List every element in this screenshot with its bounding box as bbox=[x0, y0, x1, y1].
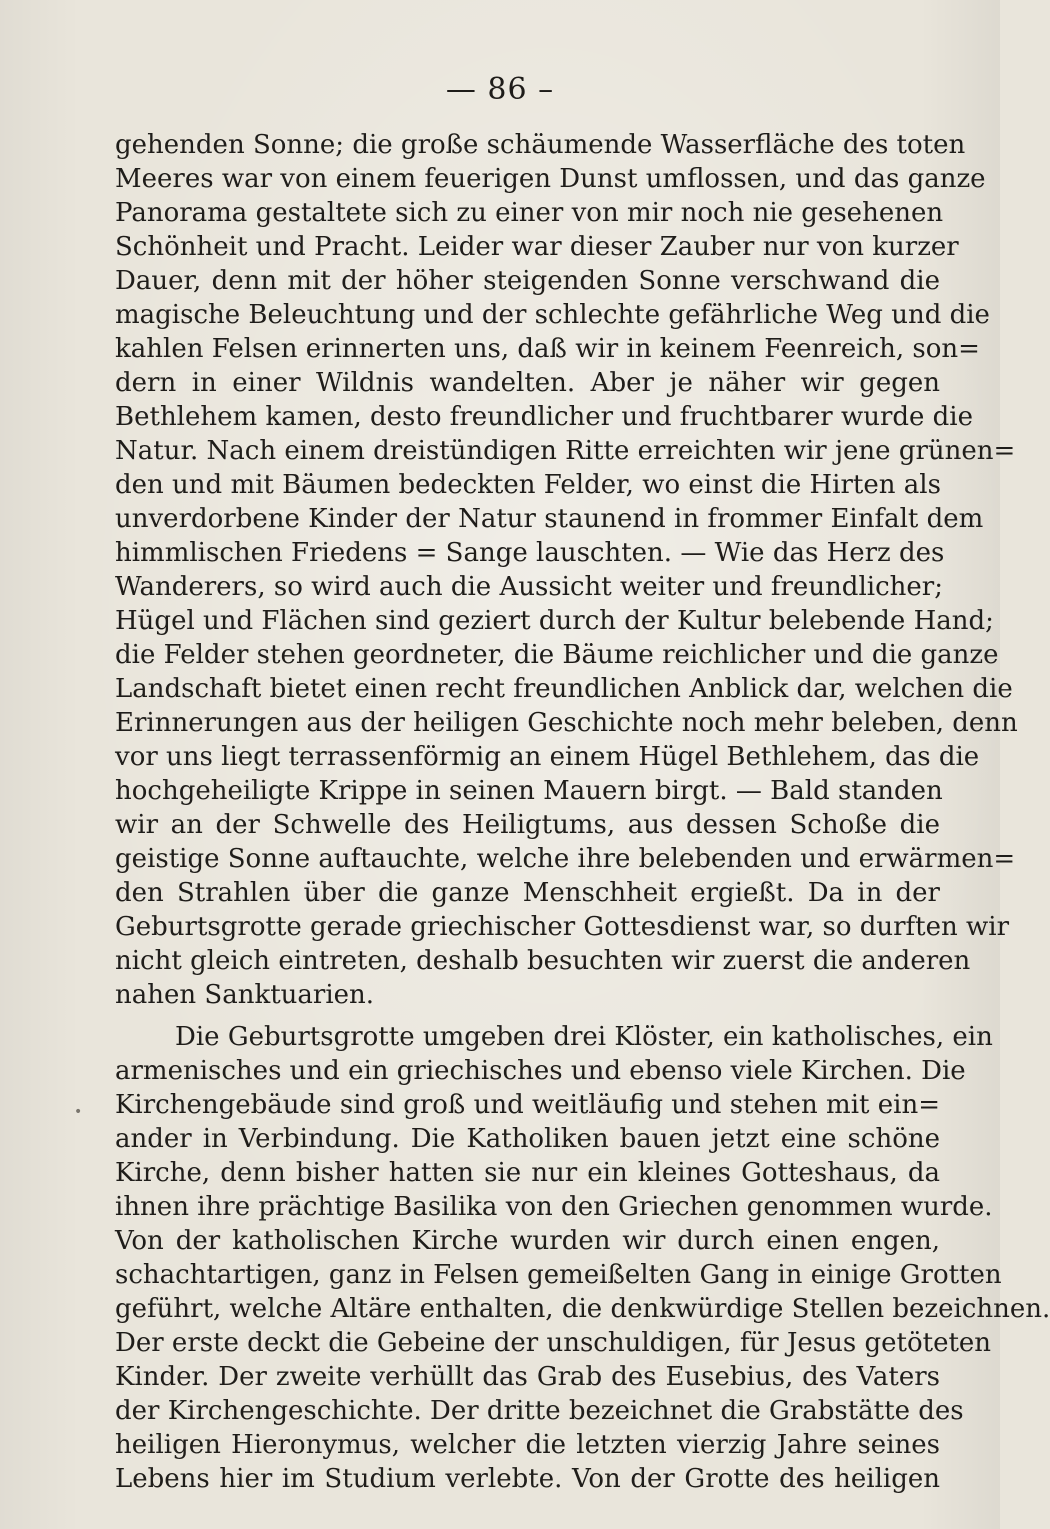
text-line: heiligen Hieronymus, welcher die letzten vierzig Jahre seines bbox=[115, 1430, 940, 1460]
text-line: Die Geburtsgrotte umgeben drei Klöster, ein katholisches, ein bbox=[175, 1022, 993, 1052]
text-line: Kirchengebäude sind groß und weitläufig und stehen mit ein= bbox=[115, 1090, 940, 1120]
text-line: Dauer, denn mit der höher steigenden Sonne verschwand die bbox=[115, 266, 940, 296]
text-line: ihnen ihre prächtige Basilika von den Griechen genommen wurde. bbox=[115, 1192, 993, 1222]
text-line: Von der katholischen Kirche wurden wir durch einen engen, bbox=[115, 1226, 940, 1256]
text-line: kahlen Felsen erinnerten uns, daß wir in keinem Feenreich, son= bbox=[115, 334, 980, 364]
margin-mark-icon: • bbox=[74, 1104, 83, 1120]
text-line: gehenden Sonne; die große schäumende Wasserfläche des toten bbox=[115, 130, 966, 160]
text-line: wir an der Schwelle des Heiligtums, aus dessen Schoße die bbox=[115, 810, 940, 840]
text-line: Geburtsgrotte gerade griechischer Gottesdienst war, so durften wir bbox=[115, 912, 1010, 942]
text-line: Hügel und Flächen sind geziert durch der Kultur belebende Hand; bbox=[115, 606, 994, 636]
text-line: Kinder. Der zweite verhüllt das Grab des Eusebius, des Vaters bbox=[115, 1362, 940, 1392]
text-line: vor uns liegt terrassenförmig an einem Hügel Bethlehem, das die bbox=[115, 742, 980, 772]
text-line: Panorama gestaltete sich zu einer von mir noch nie gesehenen bbox=[115, 198, 944, 228]
text-line: armenisches und ein griechisches und ebenso viele Kirchen. Die bbox=[115, 1056, 966, 1086]
paragraph-gap bbox=[115, 1012, 940, 1020]
text-line: der Kirchengeschichte. Der dritte bezeichnet die Grabstätte des bbox=[115, 1396, 964, 1426]
text-line: Kirche, denn bisher hatten sie nur ein kleines Gotteshaus, da bbox=[115, 1158, 940, 1188]
paragraph-1 bbox=[115, 128, 1018, 1012]
text-line: Erinnerungen aus der heiligen Geschichte noch mehr beleben, denn bbox=[115, 708, 1018, 738]
text-line: nicht gleich eintreten, deshalb besuchten wir zuerst die anderen bbox=[115, 946, 971, 976]
text-line: magische Beleuchtung und der schlechte gefährliche Weg und die bbox=[115, 300, 990, 330]
text-line: hochgeheiligte Krippe in seinen Mauern birgt. — Bald standen bbox=[115, 776, 943, 806]
text-line: Wanderers, so wird auch die Aussicht weiter und freundlicher; bbox=[115, 572, 943, 602]
text-line: Meeres war von einem feuerigen Dunst umflossen, und das ganze bbox=[115, 164, 986, 194]
text-line: Schönheit und Pracht. Leider war dieser Zauber nur von kurzer bbox=[115, 232, 959, 262]
text-line: Landschaft bietet einen recht freundlichen Anblick dar, welchen die bbox=[115, 674, 1013, 704]
text-line: den und mit Bäumen bedeckten Felder, wo einst die Hirten als bbox=[115, 470, 941, 500]
text-line: Der erste deckt die Gebeine der unschuldigen, für Jesus getöteten bbox=[115, 1328, 992, 1358]
text-line: dern in einer Wildnis wandelten. Aber je näher wir gegen bbox=[115, 368, 940, 398]
text-line: geführt, welche Altäre enthalten, die denkwürdige Stellen bezeichnen. bbox=[115, 1294, 1050, 1324]
text-line: die Felder stehen geordneter, die Bäume reichlicher und die ganze bbox=[115, 640, 999, 670]
paragraph-2 bbox=[115, 1020, 1050, 1496]
body-text bbox=[115, 128, 1050, 1496]
text-line: geistige Sonne auftauchte, welche ihre belebenden und erwärmen= bbox=[115, 844, 1016, 874]
text-line: Lebens hier im Studium verlebte. Von der Grotte des heiligen bbox=[115, 1464, 940, 1494]
text-line: nahen Sanktuarien. bbox=[115, 980, 375, 1010]
text-line: den Strahlen über die ganze Menschheit ergießt. Da in der bbox=[115, 878, 940, 908]
text-line: schachtartigen, ganz in Felsen gemeißelten Gang in einige Grotten bbox=[115, 1260, 1002, 1290]
text-line: himmlischen Friedens = Sange lauschten. — Wie das Herz des bbox=[115, 538, 945, 568]
text-line: ander in Verbindung. Die Katholiken bauen jetzt eine schöne bbox=[115, 1124, 940, 1154]
page-number: — 86 – bbox=[445, 72, 555, 107]
text-line: unverdorbene Kinder der Natur staunend in frommer Einfalt dem bbox=[115, 504, 984, 534]
text-line: Bethlehem kamen, desto freundlicher und fruchtbarer wurde die bbox=[115, 402, 974, 432]
text-line: Natur. Nach einem dreistündigen Ritte erreichten wir jene grünen= bbox=[115, 436, 1016, 466]
